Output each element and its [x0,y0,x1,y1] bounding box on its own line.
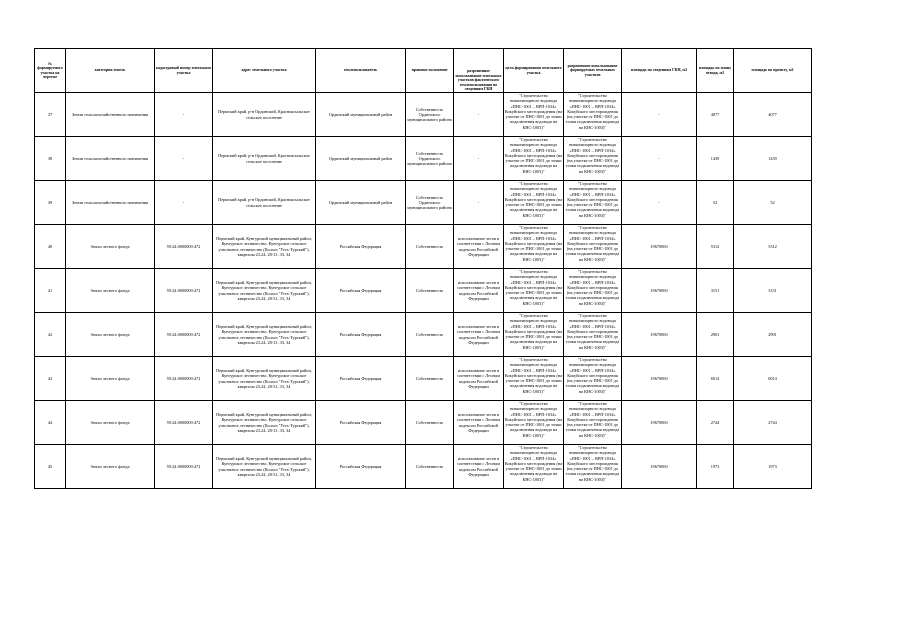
address-cell [213,445,316,489]
cadastral-number-cell-text: 59:24:0000000:472 [166,243,201,249]
land-user-cell-text: Российская Федерация [339,463,382,469]
legal-status-cell-text: Собственность [415,243,444,249]
land-user-cell-text: Ординский муниципальный район [328,111,393,117]
address-cell [213,357,316,401]
address-cell-text: Пермский край, Кунгурский муниципальный район, Кунгурское лесничество, Кунгурское сельское участковое лесничество (Колхоз "Усть-Турский"), кварталы 23,24, 28-31, 33, 34 [216,367,312,389]
area-plan-cell [697,181,734,225]
land-category-cell [66,225,155,269]
area-project-cell [734,137,812,181]
land-category-cell-text: Земли лесного фонда [90,331,130,337]
cadastral-number-cell [155,313,213,357]
plot-number-cell-text: 39 [47,199,53,205]
address-cell-text: Пермский край, Кунгурский муниципальный район, Кунгурское лесничество, Кунгурское сельское участковое лесничество (Колхоз "Усть-Турский"), кварталы 23,24, 28-31, 33, 34 [216,455,312,477]
address-cell-text: Пермский край, р-н Ординский, Красноясыльское сельское поселение [218,197,310,208]
table-row [35,137,812,181]
legal-status-cell-text: Собственность Ординского муниципального района [407,106,452,123]
permitted-use-new-cell-text: "Строительство низконапорного водовода «ПНС-1001 – ВРП-1034» Кокуйского месторождения (на участке от ПНС-1001 до точки подключения водовода на КНС-1003)" [565,401,620,438]
cadastral-number-cell [155,137,213,181]
col-header-formation-purpose: цель формирования земельного участка [504,49,564,93]
permitted-use-gkn-cell-text: использование лесов в соответствии с Лесным кодексом Российской Федерации [456,455,501,477]
legal-status-cell-text: Собственность Ординского муниципального района [407,194,452,211]
formation-purpose-cell-text: "Строительство низконапорного водовода «ПНС-1001 – ВРП-1034» Кокуйского месторождения (на участке от ПНС-1001 до точки подключения водовода на КНС-1003)" [504,313,563,350]
permitted-use-gkn-cell [454,445,504,489]
cadastral-number-cell-text: 59:24:0000000:472 [166,375,201,381]
formation-purpose-cell-text: "Строительство низконапорного водовода «ПНС-1001 – ВРП-1034» Кокуйского месторождения (на участке от ПНС-1001 до точки подключения водовода на КНС-1003)" [504,357,563,394]
permitted-use-gkn-cell [454,357,504,401]
area-gkn-cell [622,269,697,313]
area-project-cell [734,269,812,313]
plot-number-cell [35,137,66,181]
area-project-cell-text: 3151 [768,287,777,293]
area-project-cell-text: 1973 [768,463,777,469]
land-user-cell [316,225,406,269]
land-category-cell-text: Земли лесного фонда [90,243,130,249]
permitted-use-gkn-cell-text: - [477,111,480,117]
area-gkn-cell-text: 19670000 [650,287,668,293]
land-category-cell [66,181,155,225]
land-user-cell-text: Российская Федерация [339,375,382,381]
plot-number-cell [35,357,66,401]
legal-status-cell-text: Собственность [415,375,444,381]
area-plan-cell [697,93,734,137]
permitted-use-gkn-cell [454,93,504,137]
area-project-cell-text: 5312 [768,243,777,249]
plot-number-cell [35,181,66,225]
plot-number-cell-text: 40 [47,243,53,249]
col-header-address: адрес земельного участка [213,49,316,93]
plot-number-cell-text: 42 [47,331,53,337]
area-plan-cell [697,137,734,181]
address-cell [213,269,316,313]
permitted-use-gkn-cell-text: использование лесов в соответствии с Лесным кодексом Российской Федерации [456,279,501,301]
plot-number-cell-text: 37 [47,111,53,117]
address-cell-text: Пермский край, Кунгурский муниципальный район, Кунгурское лесничество, Кунгурское сельское участковое лесничество (Колхоз "Усть-Турский"), кварталы 23,24, 28-31, 33, 34 [216,323,312,345]
formation-purpose-cell-text: "Строительство низконапорного водовода «ПНС-1001 – ВРП-1034» Кокуйского месторождения (на участке от ПНС-1001 до точки подключения водовода на КНС-1003)" [504,401,563,438]
cadastral-number-cell-text: - [182,155,185,161]
cadastral-number-cell-text: 59:24:0000000:472 [166,287,201,293]
land-category-cell [66,401,155,445]
permitted-use-gkn-cell-text: - [477,199,480,205]
area-gkn-cell-text: 19670000 [650,375,668,381]
cadastral-number-cell-text: 59:24:0000000:472 [166,463,201,469]
permitted-use-gkn-cell [454,137,504,181]
land-user-cell [316,181,406,225]
plot-number-cell-text: 43 [47,375,53,381]
col-header-land-user: землепользователь [316,49,406,93]
permitted-use-gkn-cell [454,181,504,225]
permitted-use-new-cell [564,357,622,401]
formation-purpose-cell-text: "Строительство низконапорного водовода «ПНС-1001 – ВРП-1034» Кокуйского месторождения (на участке от ПНС-1001 до точки подключения водовода на КНС-1003)" [504,93,563,130]
formation-purpose-cell [504,137,564,181]
formation-purpose-cell-text: "Строительство низконапорного водовода «ПНС-1001 – ВРП-1034» Кокуйского месторождения (на участке от ПНС-1001 до точки подключения водовода на КНС-1003)" [504,137,563,174]
area-plan-cell-text: 1439 [710,155,720,161]
plot-number-cell [35,269,66,313]
table-row [35,225,812,269]
area-project-cell-text: 1439 [768,155,777,161]
area-plan-cell-text: 3151 [710,287,720,293]
permitted-use-new-cell-text: "Строительство низконапорного водовода «ПНС-1001 – ВРП-1034» Кокуйского месторождения (на участке от ПНС-1001 до точки подключения водовода на КНС-1003)" [565,269,620,306]
area-plan-cell [697,269,734,313]
area-project-cell [734,181,812,225]
area-plan-cell [697,357,734,401]
col-header-area-plan: площадь по плану отвода, м2 [697,49,734,93]
legal-status-cell [406,445,454,489]
header-row [35,49,812,93]
area-gkn-cell [622,225,697,269]
address-cell [213,225,316,269]
formation-purpose-cell [504,181,564,225]
col-header-area-gkn: площадь по сведениям ГКН, м2 [622,49,697,93]
land-user-cell [316,445,406,489]
land-category-cell-text: Земли лесного фонда [90,375,130,381]
area-gkn-cell [622,181,697,225]
legal-status-cell-text: Собственность [415,287,444,293]
area-gkn-cell-text: - [658,199,660,205]
land-user-cell-text: Российская Федерация [339,287,382,293]
land-user-cell-text: Российская Федерация [339,331,382,337]
area-gkn-cell [622,137,697,181]
col-header-cadastral-number: кадастровый номер земельного участка [155,49,213,93]
table-row [35,313,812,357]
permitted-use-new-cell-text: "Строительство низконапорного водовода «ПНС-1001 – ВРП-1034» Кокуйского месторождения (на участке от ПНС-1001 до точки подключения водовода на КНС-1003)" [565,445,620,482]
permitted-use-gkn-cell-text: использование лесов в соответствии с Лесным кодексом Российской Федерации [456,411,501,433]
formation-purpose-cell-text: "Строительство низконапорного водовода «ПНС-1001 – ВРП-1034» Кокуйского месторождения (на участке от ПНС-1001 до точки подключения водовода на КНС-1003)" [504,445,563,482]
cadastral-number-cell [155,401,213,445]
area-plan-cell-text: 1973 [710,463,720,469]
permitted-use-new-cell [564,93,622,137]
land-user-cell [316,401,406,445]
address-cell [213,181,316,225]
land-user-cell-text: Российская Федерация [339,419,382,425]
permitted-use-new-cell-text: "Строительство низконапорного водовода «ПНС-1001 – ВРП-1034» Кокуйского месторождения (на участке от ПНС-1001 до точки подключения водовода на КНС-1003)" [565,93,620,130]
cadastral-number-cell-text: - [182,111,185,117]
col-header-permitted-use-gkn: разрешенное использование земельных участков фактического землепользования по сведениям ГКН [454,49,504,93]
area-plan-cell [697,445,734,489]
legal-status-cell [406,181,454,225]
plot-number-cell-text: 45 [47,463,53,469]
area-plan-cell-text: 52 [712,199,718,205]
plot-number-cell [35,93,66,137]
table-row [35,357,812,401]
address-cell [213,401,316,445]
permitted-use-gkn-cell [454,401,504,445]
area-plan-cell-text: 6014 [710,375,720,381]
area-gkn-cell-text: 19670000 [650,419,668,425]
land-user-cell-text: Ординский муниципальный район [328,155,393,161]
area-project-cell-text: 4077 [768,111,777,117]
cadastral-number-cell-text: - [182,199,185,205]
permitted-use-gkn-cell-text: использование лесов в соответствии с Лесным кодексом Российской Федерации [456,235,501,257]
permitted-use-new-cell-text: "Строительство низконапорного водовода «ПНС-1001 – ВРП-1034» Кокуйского месторождения (на участке от ПНС-1001 до точки подключения водовода на КНС-1003)" [565,357,620,394]
permitted-use-new-cell [564,137,622,181]
plot-number-cell [35,401,66,445]
col-header-land-category: категория земель [66,49,155,93]
area-gkn-cell-text: 19670000 [650,243,668,249]
formation-purpose-cell [504,401,564,445]
formation-purpose-cell [504,445,564,489]
table-row [35,93,812,137]
land-user-cell [316,137,406,181]
area-gkn-cell-text: - [658,155,660,161]
area-project-cell-text: 2901 [768,331,777,337]
land-plots-table [34,48,812,489]
permitted-use-gkn-cell [454,313,504,357]
permitted-use-gkn-cell [454,269,504,313]
area-project-cell [734,357,812,401]
permitted-use-new-cell [564,313,622,357]
land-category-cell [66,93,155,137]
area-plan-cell [697,401,734,445]
area-project-cell [734,445,812,489]
area-gkn-cell-text: - [658,111,660,117]
area-plan-cell-text: 5312 [710,243,720,249]
plot-number-cell [35,445,66,489]
permitted-use-new-cell [564,225,622,269]
plot-number-cell [35,225,66,269]
land-category-cell-text: Земли сельскохозяйственного назначения [71,111,149,117]
legal-status-cell [406,137,454,181]
col-header-area-project: площадь по проекту, м2 [734,49,812,93]
formation-purpose-cell-text: "Строительство низконапорного водовода «ПНС-1001 – ВРП-1034» Кокуйского месторождения (на участке от ПНС-1001 до точки подключения водовода на КНС-1003)" [504,269,563,306]
cadastral-number-cell [155,181,213,225]
cadastral-number-cell [155,445,213,489]
formation-purpose-cell [504,357,564,401]
formation-purpose-cell-text: "Строительство низконапорного водовода «ПНС-1001 – ВРП-1034» Кокуйского месторождения (на участке от ПНС-1001 до точки подключения водовода на КНС-1003)" [504,181,563,218]
land-user-cell-text: Российская Федерация [339,243,382,249]
land-user-cell [316,313,406,357]
area-project-cell [734,401,812,445]
legal-status-cell [406,313,454,357]
area-plan-cell-text: 4077 [710,111,720,117]
area-plan-cell [697,313,734,357]
land-category-cell [66,445,155,489]
permitted-use-new-cell-text: "Строительство низконапорного водовода «ПНС-1001 – ВРП-1034» Кокуйского месторождения (на участке от ПНС-1001 до точки подключения водовода на КНС-1003)" [565,225,620,262]
land-user-cell [316,269,406,313]
land-user-cell [316,357,406,401]
area-project-cell-text: 52 [770,199,775,205]
plot-number-cell [35,313,66,357]
cadastral-number-cell-text: 59:24:0000000:472 [166,419,201,425]
land-category-cell [66,313,155,357]
permitted-use-gkn-cell-text: использование лесов в соответствии с Лесным кодексом Российской Федерации [456,367,501,389]
formation-purpose-cell [504,313,564,357]
legal-status-cell-text: Собственность [415,463,444,469]
permitted-use-gkn-cell-text: - [477,155,480,161]
legal-status-cell [406,357,454,401]
area-plan-cell [697,225,734,269]
table-row [35,269,812,313]
cadastral-number-cell [155,269,213,313]
legal-status-cell [406,269,454,313]
area-plan-cell-text: 2901 [710,331,720,337]
area-project-cell [734,225,812,269]
legal-status-cell [406,225,454,269]
table-row [35,401,812,445]
col-header-plot-number: № формируемого участка на чертеже [35,49,66,93]
address-cell-text: Пермский край, Кунгурский муниципальный район, Кунгурское лесничество, Кунгурское сельское участковое лесничество (Колхоз "Усть-Турский"), кварталы 23,24, 28-31, 33, 34 [216,279,312,301]
legal-status-cell-text: Собственность Ординского муниципального района [407,150,452,167]
area-gkn-cell-text: 19670000 [650,463,668,469]
land-category-cell-text: Земли сельскохозяйственного назначения [71,155,149,161]
land-category-cell [66,137,155,181]
area-gkn-cell [622,313,697,357]
land-user-cell [316,93,406,137]
legal-status-cell-text: Собственность [415,419,444,425]
formation-purpose-cell-text: "Строительство низконапорного водовода «ПНС-1001 – ВРП-1034» Кокуйского месторождения (на участке от ПНС-1001 до точки подключения водовода на КНС-1003)" [504,225,563,262]
plot-number-cell-text: 44 [47,419,53,425]
formation-purpose-cell [504,93,564,137]
address-cell-text: Пермский край, р-н Ординский, Красноясыльское сельское поселение [218,109,310,120]
area-project-cell [734,313,812,357]
plot-number-cell-text: 38 [47,155,53,161]
area-gkn-cell [622,357,697,401]
area-gkn-cell [622,401,697,445]
area-project-cell-text: 6014 [768,375,777,381]
land-category-cell-text: Земли лесного фонда [90,287,130,293]
address-cell [213,137,316,181]
col-header-permitted-use-new: разрешенное использование формируемых земельных участков [564,49,622,93]
land-category-cell-text: Земли лесного фонда [90,463,130,469]
land-category-cell-text: Земли лесного фонда [90,419,130,425]
permitted-use-gkn-cell-text: использование лесов в соответствии с Лесным кодексом Российской Федерации [456,323,501,345]
land-category-cell-text: Земли сельскохозяйственного назначения [71,199,149,205]
area-plan-cell-text: 2744 [710,419,720,425]
plot-number-cell-text: 41 [47,287,53,293]
land-category-cell [66,269,155,313]
address-cell-text: Пермский край, Кунгурский муниципальный район, Кунгурское лесничество, Кунгурское сельское участковое лесничество (Колхоз "Усть-Турский"), кварталы 23,24, 28-31, 33, 34 [216,235,312,257]
area-gkn-cell [622,93,697,137]
area-project-cell-text: 2744 [768,419,777,425]
permitted-use-new-cell-text: "Строительство низконапорного водовода «ПНС-1001 – ВРП-1034» Кокуйского месторождения (на участке от ПНС-1001 до точки подключения водовода на КНС-1003)" [565,137,620,174]
legal-status-cell [406,401,454,445]
permitted-use-new-cell [564,401,622,445]
permitted-use-new-cell-text: "Строительство низконапорного водовода «ПНС-1001 – ВРП-1034» Кокуйского месторождения (на участке от ПНС-1001 до точки подключения водовода на КНС-1003)" [565,181,620,218]
address-cell-text: Пермский край, р-н Ординский, Красноясыльское сельское поселение [218,153,310,164]
area-project-cell [734,93,812,137]
address-cell [213,93,316,137]
cadastral-number-cell [155,225,213,269]
permitted-use-new-cell-text: "Строительство низконапорного водовода «ПНС-1001 – ВРП-1034» Кокуйского месторождения (на участке от ПНС-1001 до точки подключения водовода на КНС-1003)" [565,313,620,350]
area-gkn-cell-text: 19670000 [650,331,668,337]
legal-status-cell-text: Собственность [415,331,444,337]
table-row [35,181,812,225]
permitted-use-gkn-cell [454,225,504,269]
cadastral-number-cell [155,93,213,137]
col-header-legal-status: правовое положение [406,49,454,93]
area-gkn-cell [622,445,697,489]
permitted-use-new-cell [564,269,622,313]
cadastral-number-cell-text: 59:24:0000000:472 [166,331,201,337]
land-category-cell [66,357,155,401]
permitted-use-new-cell [564,445,622,489]
formation-purpose-cell [504,269,564,313]
permitted-use-new-cell [564,181,622,225]
formation-purpose-cell [504,225,564,269]
cadastral-number-cell [155,357,213,401]
address-cell [213,313,316,357]
legal-status-cell [406,93,454,137]
land-user-cell-text: Ординский муниципальный район [328,199,393,205]
table-row [35,445,812,489]
address-cell-text: Пермский край, Кунгурский муниципальный район, Кунгурское лесничество, Кунгурское сельское участковое лесничество (Колхоз "Усть-Турский"), кварталы 23,24, 28-31, 33, 34 [216,411,312,433]
